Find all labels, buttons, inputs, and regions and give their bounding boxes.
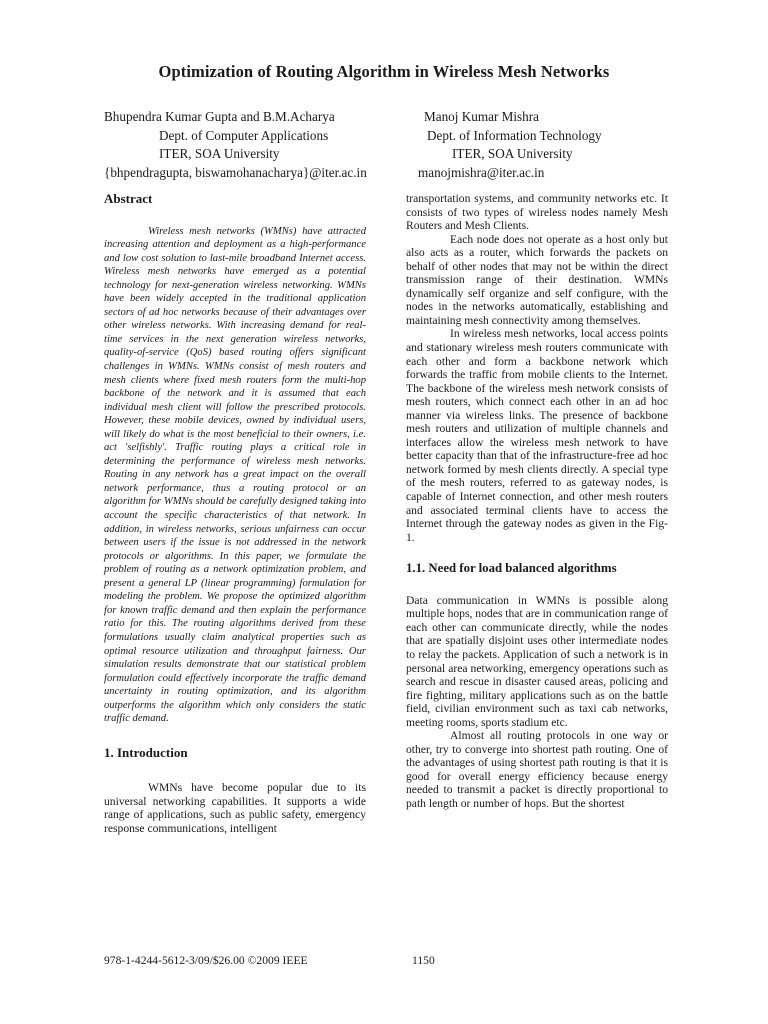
section-heading: 1.1. Need for load balanced algorithms	[406, 561, 617, 576]
intro-paragraph: Each node does not operate as a host only but also acts as a router, which forwards the packets on behalf of other nodes that may not be within the direct transmission range of their destination. WMNs dynamically self organize and self configure, with the nodes in the networks automatically, establishing and maintaining mesh connectivity among themselves.	[406, 232, 668, 327]
author-email: {bhpendragupta, biswamohanacharya}@iter.ac.in	[104, 164, 367, 180]
author-names: Bhupendra Kumar Gupta and B.M.Acharya	[104, 109, 335, 124]
author-dept: Dept. of Computer Applications	[159, 127, 329, 143]
introduction-heading: 1. Introduction	[104, 744, 188, 760]
footer-isbn: 978-1-4244-5612-3/09/$26.00 ©2009 IEEE	[104, 954, 308, 967]
right-column	[406, 192, 668, 811]
abstract-text: Wireless mesh networks (WMNs) have attracted increasing attention and deployment as a high-performance and low cost solution to last-mile broadband Internet access. Wireless mesh networks have emerged as a potential technology for next-generation wireless networking. WMNs have been widely accepted in the traditional application sectors of ad hoc networks because of their advantages over other wireless networks. With increasing demand for real-time services in the next generation wireless networks, quality-of-service (QoS) based routing offers significant challenges in WMNs. WMNs consist of mesh routers and mesh clients where fixed mesh routers form the multi-hop backbone of the network and it is assumed that each individual mesh client will follow the prescribed protocols. However, these mobile devices, owned by individual users, will likely do what is the most beneficial to their owners, i.e. act 'selfishly'. Traffic routing plays a critical role in determining the performance of wireless mesh networks. Routing in any network has a great impact on the overall network performance, thus a routing protocol or an algorithm for WMNs should be carefully designed taking into account the specific characteristics of that network. In addition, in wireless networks, serious unfairness can occur between users if the issue is not addressed in the network protocols or algorithms. In this paper, we formulate the problem of routing as a network optimization problem, and present a general LP (linear programming) formulation for modeling the problem. We propose the optimized algorithm for known traffic demand and then explain the performance ratio for this. The routing algorithms derived from these formulations usually claim analytical properties such as optimal resource utilization and throughput fairness. Our simulation results demonstrate that our statistical problem formulation could effectively incorporate the traffic demand uncertainty in routing optimization, and its algorithm outperforms the algorithm which only considers the static traffic demand.	[104, 225, 366, 725]
paper-title: Optimization of Routing Algorithm in Wireless Mesh Networks	[158, 62, 610, 81]
intro-paragraph: WMNs have become popular due to its universal networking capabilities. It supports a wide range of applications, such as public safety, emergency response communications, intelligent	[104, 781, 366, 835]
author-block-right	[418, 108, 602, 182]
author-email: manojmishra@iter.ac.in	[418, 164, 545, 180]
author-block-left	[104, 108, 367, 182]
abstract-heading: Abstract	[104, 191, 153, 206]
section-paragraph: Almost all routing protocols in one way or other, try to converge into shortest path routing. One of the advantages of using shortest path routing is that it is good for overall energy efficiency because energy needed to transmit a packet is directly proportional to path length or number of hops. But the shortest	[406, 729, 668, 810]
intro-paragraph-continued: transportation systems, and community networks etc. It consists of two types of wireless nodes namely Mesh Routers and Mesh Clients.	[406, 192, 668, 233]
author-names: Manoj Kumar Mishra	[424, 109, 540, 124]
section-paragraph: Data communication in WMNs is possible along multiple hops, nodes that are in communication range of each other can communicate directly, while the nodes that are spatially disjoint uses other intermediate nodes to relay the packets. Application of such a network is in personal area networking, emergency operations such as search and rescue in disaster caused areas, policing and fire fighting, military applications such as on the battle field, civilian environment such as taxi cab networks, meeting rooms, sports stadium etc.	[406, 593, 668, 729]
author-university: ITER, SOA University	[452, 146, 573, 161]
author-dept: Dept. of Information Technology	[427, 127, 602, 143]
intro-paragraph: In wireless mesh networks, local access points and stationary wireless mesh routers communicate with each other and form a backbone network which forwards the traffic from mobile clients to the Internet. The backbone of the wireless mesh network consists of mesh routers, which connect each other in an ad hoc manner via wireless links. The presence of backbone mesh routers and utilization of multiple channels and interfaces allow the wireless mesh network to have better capacity than that of the infrastructure-free ad hoc network formed by mesh clients directly. A special type of the mesh routers, referred to as gateway nodes, is capable of Internet connection, and other mesh routers and associated terminal clients have to access the Internet through the gateway nodes as given in the Fig-1.	[406, 327, 668, 544]
left-column	[104, 192, 366, 836]
author-university: ITER, SOA University	[159, 146, 280, 161]
page-number: 1150	[412, 954, 435, 967]
